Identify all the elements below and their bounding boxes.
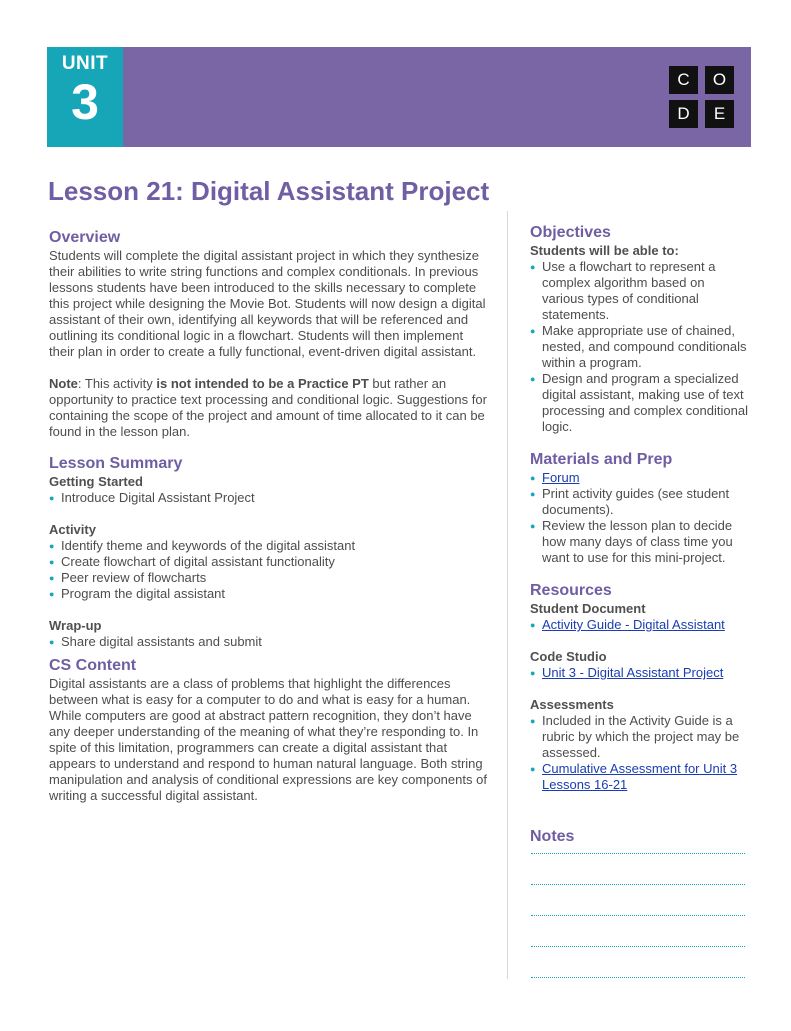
logo-letter-e: E bbox=[705, 100, 734, 128]
logo-letter-o: O bbox=[705, 66, 734, 94]
overview-paragraph: Students will complete the digital assistant project in which they synthesize their abilities to write string functions and complex conditionals. In previous lessons students have been introduced to the skills necessary to complete this project while designing the Movie Bot. Students will now design a digital assistant of their own, identifying all keywords that will be referenced and outlining its conditional logic in a flowchart. Students will then implement their plan in order to create a fully functional, event-driven digital assistant. bbox=[49, 248, 486, 359]
assessments-list bbox=[530, 713, 750, 793]
activity-list bbox=[49, 538, 489, 602]
objectives-list bbox=[530, 259, 750, 435]
materials-list bbox=[530, 470, 750, 566]
note-text-bold: is not intended to be a Practice PT bbox=[156, 376, 369, 391]
assessments-label: Assessments bbox=[530, 697, 614, 712]
objectives-heading: Objectives bbox=[530, 224, 611, 241]
logo-letter-c: C bbox=[669, 66, 698, 94]
getting-started-list bbox=[49, 490, 489, 506]
notes-line bbox=[531, 977, 745, 978]
list-item: ● Program the digital assistant bbox=[49, 586, 489, 602]
list-item: ● Share digital assistants and submit bbox=[49, 634, 489, 650]
unit-number: 3 bbox=[71, 74, 99, 130]
logo-letter-d: D bbox=[669, 100, 698, 128]
list-item bbox=[530, 470, 750, 486]
notes-area[interactable] bbox=[530, 853, 750, 978]
list-item: ● Review the lesson plan to decide how many days of class time you want to use for this mini-project. bbox=[530, 518, 750, 566]
wrap-up-label: Wrap-up bbox=[49, 618, 102, 633]
objectives-subheading: Students will be able to: bbox=[530, 243, 679, 258]
activity-guide-link[interactable]: Activity Guide - Digital Assistant bbox=[542, 617, 725, 632]
materials-heading: Materials and Prep bbox=[530, 451, 673, 468]
notes-line bbox=[531, 884, 745, 885]
code-studio-link[interactable]: Unit 3 - Digital Assistant Project bbox=[542, 665, 724, 680]
activity-label: Activity bbox=[49, 522, 96, 537]
lesson-summary-heading: Lesson Summary bbox=[49, 455, 183, 472]
lesson-title: Lesson 21: Digital Assistant Project bbox=[48, 176, 490, 206]
list-item bbox=[530, 665, 750, 681]
notes-line bbox=[531, 853, 745, 854]
forum-link[interactable]: Forum bbox=[542, 470, 580, 485]
notes-line bbox=[531, 915, 745, 916]
list-item bbox=[530, 761, 750, 793]
list-item: ● Design and program a specialized digital assistant, making use of text processing and complex conditional logic. bbox=[530, 371, 750, 435]
list-item: ● Make appropriate use of chained, nested, and compound conditionals within a program. bbox=[530, 323, 750, 371]
left-column bbox=[49, 228, 489, 804]
student-document-label: Student Document bbox=[530, 601, 646, 616]
code-studio-list bbox=[530, 665, 750, 681]
note-label: Note bbox=[49, 376, 78, 391]
list-item: ● Print activity guides (see student documents). bbox=[530, 486, 750, 518]
code-logo bbox=[669, 66, 734, 128]
list-item: ● Introduce Digital Assistant Project bbox=[49, 490, 489, 506]
overview-note bbox=[49, 376, 489, 440]
list-item bbox=[530, 617, 750, 633]
cumulative-assessment-link[interactable]: Cumulative Assessment for Unit 3 Lessons 16-21 bbox=[542, 761, 738, 792]
cs-content-heading: CS Content bbox=[49, 657, 137, 674]
list-item: ● Identify theme and keywords of the digital assistant bbox=[49, 538, 489, 554]
overview-heading: Overview bbox=[49, 229, 121, 246]
student-document-list bbox=[530, 617, 750, 633]
list-item: ● Included in the Activity Guide is a rubric by which the project may be assessed. bbox=[530, 713, 750, 761]
wrap-up-list bbox=[49, 634, 489, 650]
column-divider bbox=[507, 211, 508, 979]
notes-heading: Notes bbox=[530, 828, 575, 845]
list-item: ● Create flowchart of digital assistant functionality bbox=[49, 554, 489, 570]
unit-banner bbox=[47, 47, 751, 147]
list-item: ● Use a flowchart to represent a complex algorithm based on various types of conditional statements. bbox=[530, 259, 750, 323]
resources-heading: Resources bbox=[530, 582, 612, 599]
getting-started-label: Getting Started bbox=[49, 474, 143, 489]
cs-content-paragraph: Digital assistants are a class of problems that highlight the differences between what is easy for a computer to do and what is easy for a human. While computers are good at abstract pattern recognition, they don’t have any deeper understanding of the meaning of what they’re responding to. In spite of this limitation, programmers can create a digital assistant that appears to understand and respond to human natural language. Both string manipulation and analysis of conditional expressions are key components of writing a successful digital assistant. bbox=[49, 676, 487, 803]
list-item: ● Peer review of flowcharts bbox=[49, 570, 489, 586]
unit-label: UNIT bbox=[61, 53, 109, 74]
right-column bbox=[530, 223, 750, 1008]
note-text-pre: : This activity bbox=[77, 376, 157, 391]
code-studio-label: Code Studio bbox=[530, 649, 607, 664]
unit-badge bbox=[47, 47, 123, 147]
notes-line bbox=[531, 946, 745, 947]
note-text-post: but rather an opportunity to practice text processing and conditional logic. Suggestions for containing the scope of the project and amount of time allocated to it can be found in the lesson plan. bbox=[49, 376, 487, 439]
